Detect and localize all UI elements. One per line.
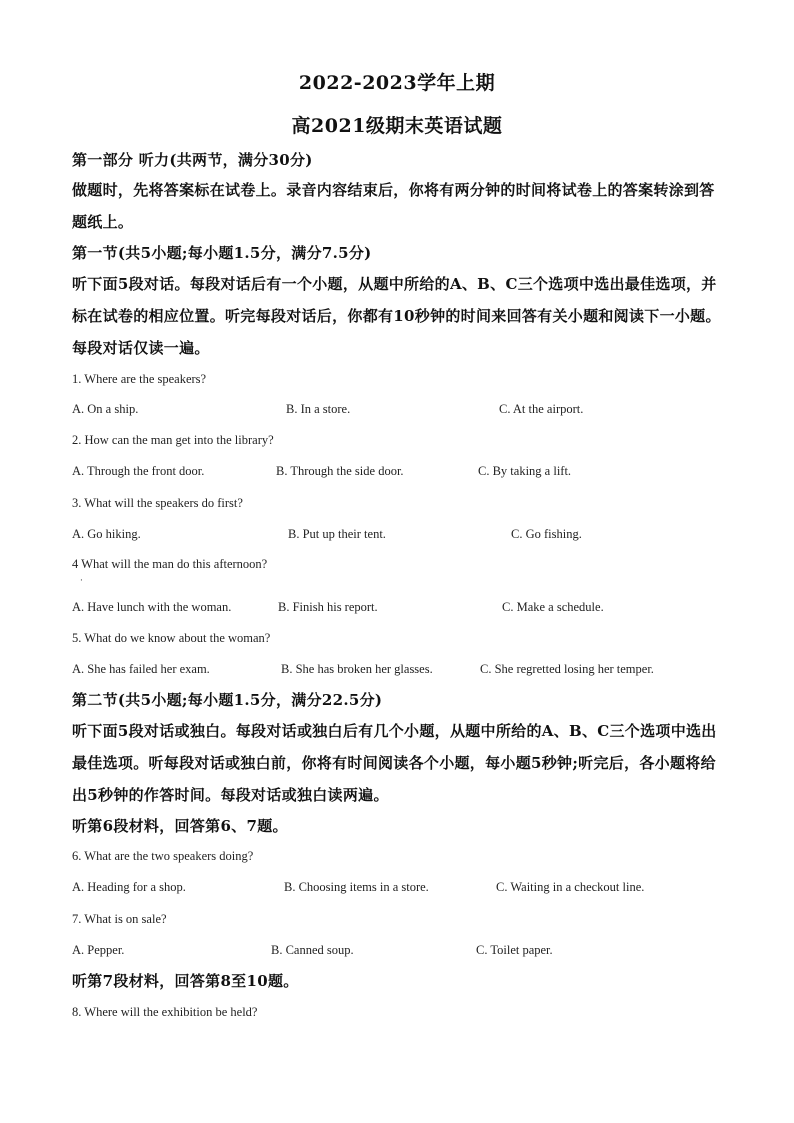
q7-option-b: B. Canned soup. bbox=[271, 943, 354, 957]
q1-option-c: C. At the airport. bbox=[499, 402, 584, 416]
q3-option-a: A. Go hiking. bbox=[72, 527, 141, 541]
section2-heading: 第二节(共5小题;每小题1.5分，满分22.5分) bbox=[72, 691, 383, 709]
q3-option-c: C. Go fishing. bbox=[511, 527, 582, 541]
q2-option-b: B. Through the side door. bbox=[276, 464, 404, 478]
material7-heading: 听第7段材料，回答第8至10题。 bbox=[72, 972, 299, 990]
section1-heading: 第一节(共5小题;每小题1.5分，满分7.5分) bbox=[72, 244, 372, 262]
q1-option-b: B. In a store. bbox=[286, 402, 351, 416]
part1-heading: 第一部分 听力(共两节，满分30分) bbox=[72, 151, 313, 169]
exam-title-term: 2022-2023学年上期 bbox=[298, 72, 496, 94]
question-6: 6. What are the two speakers doing? bbox=[72, 849, 254, 863]
q6-option-b: B. Choosing items in a store. bbox=[284, 880, 429, 894]
q5-option-c: C. She regretted losing her temper. bbox=[480, 662, 654, 676]
q3-option-b: B. Put up their tent. bbox=[288, 527, 386, 541]
stray-dot-mark: · bbox=[80, 576, 83, 586]
q6-option-c: C. Waiting in a checkout line. bbox=[496, 880, 645, 894]
q7-option-c: C. Toilet paper. bbox=[476, 943, 553, 957]
question-2: 2. How can the man get into the library? bbox=[72, 433, 274, 447]
q4-option-a: A. Have lunch with the woman. bbox=[72, 600, 232, 614]
section1-instructions: 听下面5段对话。每段对话后有一个小题，从题中所给的A、B、C三个选项中选出最佳选项，并标在试卷的相应位置。听完每段对话后，你都有10秒钟的时间来回答有关小题和阅读下一小题。每段对话仅读一遍。 bbox=[72, 275, 721, 357]
q2-option-a: A. Through the front door. bbox=[72, 464, 205, 478]
q5-option-a: A. She has failed her exam. bbox=[72, 662, 210, 676]
question-7: 7. What is on sale? bbox=[72, 912, 167, 926]
q1-option-a: A. On a ship. bbox=[72, 402, 139, 416]
question-5: 5. What do we know about the woman? bbox=[72, 631, 271, 645]
question-8: 8. Where will the exhibition be held? bbox=[72, 1005, 258, 1019]
question-1: 1. Where are the speakers? bbox=[72, 372, 207, 386]
part1-instructions: 做题时，先将答案标在试卷上。录音内容结束后，你将有两分钟的时间将试卷上的答案转涂到答题纸上。 bbox=[72, 181, 715, 231]
question-3: 3. What will the speakers do first? bbox=[72, 496, 243, 510]
material6-heading: 听第6段材料，回答第6、7题。 bbox=[72, 817, 288, 835]
q4-option-b: B. Finish his report. bbox=[278, 600, 378, 614]
q6-option-a: A. Heading for a shop. bbox=[72, 880, 186, 894]
exam-title-subject: 高2021级期末英语试题 bbox=[291, 115, 503, 137]
q4-option-c: C. Make a schedule. bbox=[502, 600, 604, 614]
section2-instructions: 听下面5段对话或独白。每段对话或独白后有几个小题，从题中所给的A、B、C三个选项中选出最佳选项。听每段对话或独白前，你将有时间阅读各个小题，每小题5秒钟;听完后，各小题将给出5秒钟的作答时间。每段对话或独白读两遍。 bbox=[72, 722, 717, 804]
q7-option-a: A. Pepper. bbox=[72, 943, 125, 957]
q2-option-c: C. By taking a lift. bbox=[478, 464, 572, 478]
question-4: 4 What will the man do this afternoon? bbox=[72, 557, 268, 571]
q5-option-b: B. She has broken her glasses. bbox=[281, 662, 433, 676]
